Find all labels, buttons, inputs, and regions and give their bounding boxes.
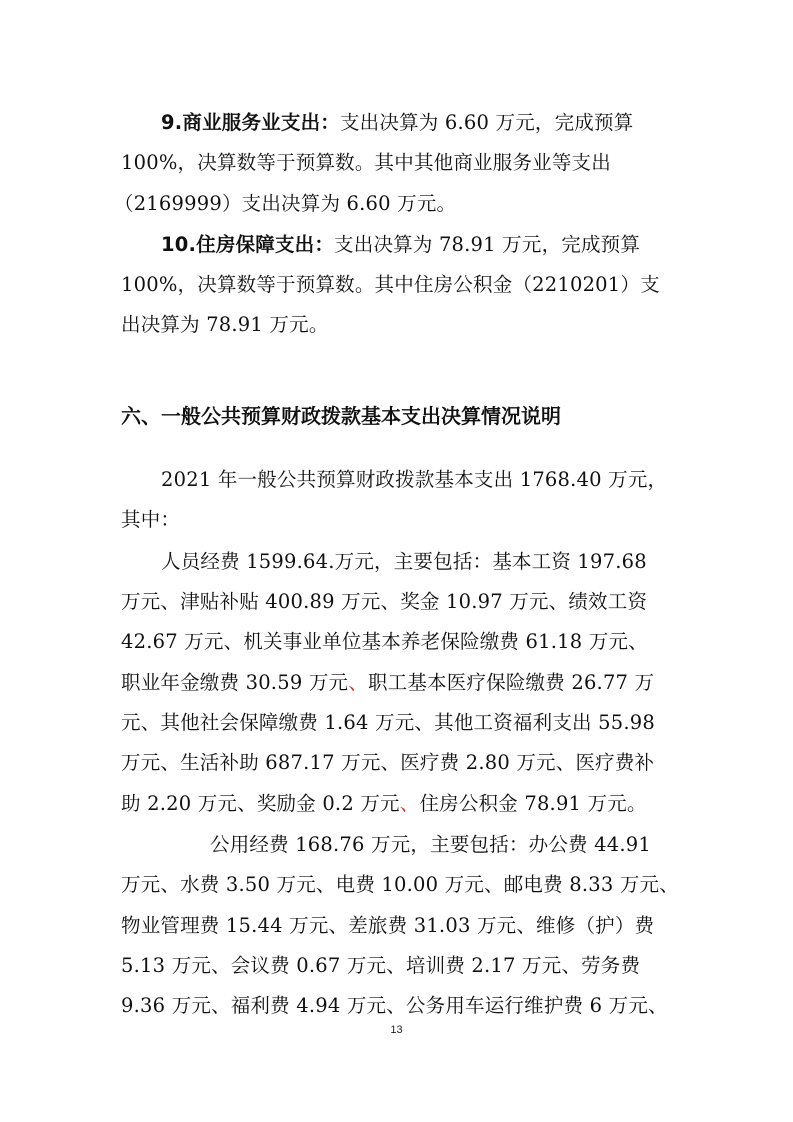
section-6-heading: 六、一般公共预算财政拨款基本支出决算情况说明 [121,404,561,428]
item-9-text: 支出决算为 6.60 万元，完成预算 [339,111,634,134]
personnel-line-7 [121,784,647,824]
personnel-line-5: 元、其他社会保障缴费 1.64 万元、其他工资福利支出 55.98 [121,711,655,734]
intro-line-2: 其中： [121,508,181,531]
public-line-5: 9.36 万元、福利费 4.94 万元、公务用车运行维护费 6 万元、 [121,994,668,1017]
personnel-line-2: 万元、津贴补贴 400.89 万元、奖金 10.97 万元、绩效工资 [121,590,648,613]
personnel-line-4-separator: 、 [348,671,368,694]
personnel-line-7-separator: 、 [399,792,420,815]
item-9-line-3: （2169999）支出决算为 6.60 万元。 [114,192,457,215]
item-10-title: 10.住房保障支出： [161,233,335,256]
item-9-line-1 [161,103,633,143]
item-10-line-3: 出决算为 78.91 万元。 [121,313,329,336]
public-line-1: 公用经费 168.76 万元，主要包括：办公费 44.91 [210,833,651,856]
public-line-2: 万元、水费 3.50 万元、电费 10.00 万元、邮电费 8.33 万元、 [121,873,679,896]
item-9-line-2: 100%，决算数等于预算数。其中其他商业服务业等支出 [121,151,611,174]
personnel-line-6: 万元、生活补助 687.17 万元、医疗费 2.80 万元、医疗费补 [121,751,655,774]
public-line-3: 物业管理费 15.44 万元、差旅费 31.03 万元、维修（护）费 [121,914,655,937]
personnel-line-4b: 职工基本医疗保险缴费 26.77 万 [367,671,655,694]
item-10-line-2: 100%，决算数等于预算数。其中住房公积金（2210201）支 [121,273,660,296]
personnel-line-4a: 职业年金缴费 30.59 万元 [121,671,349,694]
item-10-line-1 [161,225,640,265]
page-number: 13 [390,1024,403,1036]
personnel-line-1: 人员经费 1599.64.万元，主要包括：基本工资 197.68 [161,550,647,573]
intro-line-1: 2021 年一般公共预算财政拨款基本支出 1768.40 万元， [161,468,668,491]
item-10-text: 支出决算为 78.91 万元，完成预算 [334,233,641,256]
public-line-4: 5.13 万元、会议费 0.67 万元、培训费 2.17 万元、劳务费 [121,954,641,977]
personnel-line-3: 42.67 万元、机关事业单位基本养老保险缴费 61.18 万元、 [121,630,648,653]
item-9-title: 9.商业服务业支出： [161,111,340,134]
personnel-line-7b: 住房公积金 78.91 万元。 [419,792,647,815]
personnel-line-7a: 助 2.20 万元、奖励金 0.2 万元 [121,792,400,815]
personnel-line-4 [121,663,654,703]
